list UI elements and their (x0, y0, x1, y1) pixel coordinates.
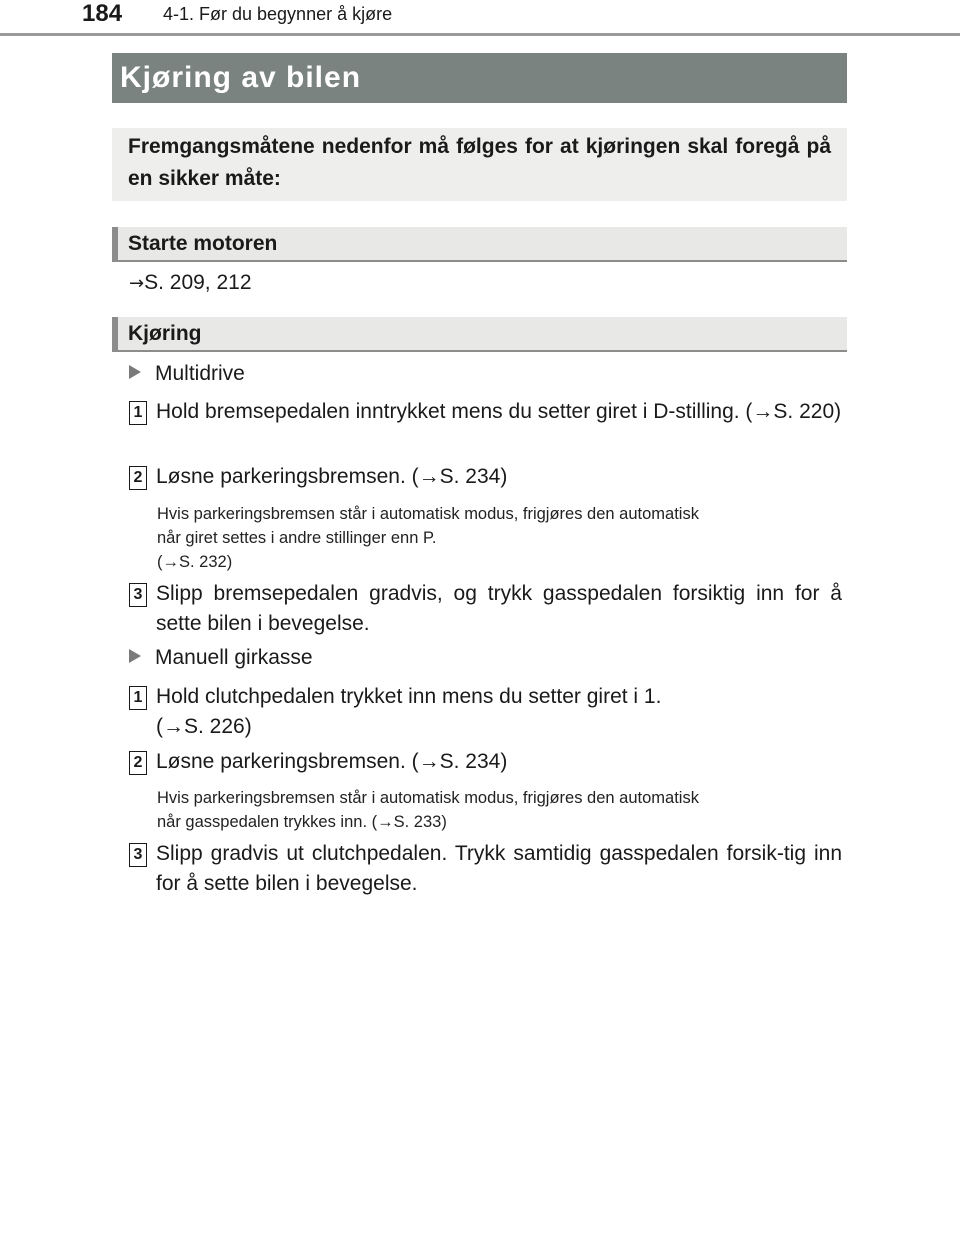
triangle-bullet-icon (129, 649, 141, 663)
multidrive-step-3 (129, 579, 842, 639)
manual-step-1 (129, 682, 842, 742)
intro-box (112, 128, 847, 201)
header-rule (0, 33, 960, 36)
manual-step-2 (129, 747, 842, 777)
manual-note (157, 786, 847, 834)
step-number-badge: 3 (129, 843, 147, 867)
section-heading-start (112, 227, 847, 262)
step-text: Slipp bremsepedalen gradvis, og trykk gasspedalen forsiktig inn for å sette bilen i bevegelse. (156, 582, 842, 635)
intro-text: Fremgangsmåtene nedenfor må følges for at kjøringen skal foregå på en sikker måte: (128, 135, 831, 190)
section-heading-drive-label: Kjøring (128, 322, 202, 345)
step-text-line: (→S. 226) (156, 715, 252, 738)
section-heading-drive (112, 317, 847, 352)
page-title: Kjøring av bilen (112, 53, 847, 103)
manual-step-3 (129, 839, 842, 899)
step-number-badge: 1 (129, 686, 147, 710)
step-number-badge: 2 (129, 466, 147, 490)
bullet-manual (129, 646, 313, 670)
step-number-badge: 3 (129, 583, 147, 607)
step-text: Slipp gradvis ut clutchpedalen. Trykk samtidig gasspedalen forsik-tig inn for å sette bilen i bevegelse. (156, 842, 842, 895)
step-text: Hold bremsepedalen inntrykket mens du setter giret i D-stilling. (→S. 220) (156, 400, 842, 423)
start-reference-text: S. 209, 212 (144, 271, 252, 294)
start-reference (129, 271, 252, 295)
triangle-bullet-icon (129, 365, 141, 379)
step-text: Løsne parkeringsbremsen. (→S. 234) (156, 465, 508, 488)
note-line: når gasspedalen trykkes inn. (→S. 233) (157, 813, 447, 831)
note-line: (→S. 232) (157, 553, 233, 571)
note-line: Hvis parkeringsbremsen står i automatisk modus, frigjøres den automatisk (157, 505, 699, 523)
arrow-icon: → (129, 273, 145, 294)
bullet-multidrive-label: Multidrive (155, 362, 245, 385)
note-line: Hvis parkeringsbremsen står i automatisk modus, frigjøres den automatisk (157, 789, 699, 807)
step-number-badge: 2 (129, 751, 147, 775)
section-heading-start-label: Starte motoren (128, 232, 278, 255)
step-text (156, 682, 842, 742)
bullet-manual-label: Manuell girkasse (155, 646, 313, 669)
chapter-title: 4-1. Før du begynner å kjøre (163, 4, 393, 24)
bullet-multidrive (129, 362, 245, 386)
multidrive-step-2 (129, 462, 842, 492)
multidrive-note (157, 502, 847, 574)
step-number-badge: 1 (129, 401, 147, 425)
multidrive-step-1 (129, 397, 842, 427)
step-text-line: Hold clutchpedalen trykket inn mens du setter giret i 1. (156, 685, 662, 708)
page-number: 184 (82, 0, 123, 27)
step-text: Løsne parkeringsbremsen. (→S. 234) (156, 750, 508, 773)
note-line: når giret settes i andre stillinger enn P. (157, 529, 437, 547)
